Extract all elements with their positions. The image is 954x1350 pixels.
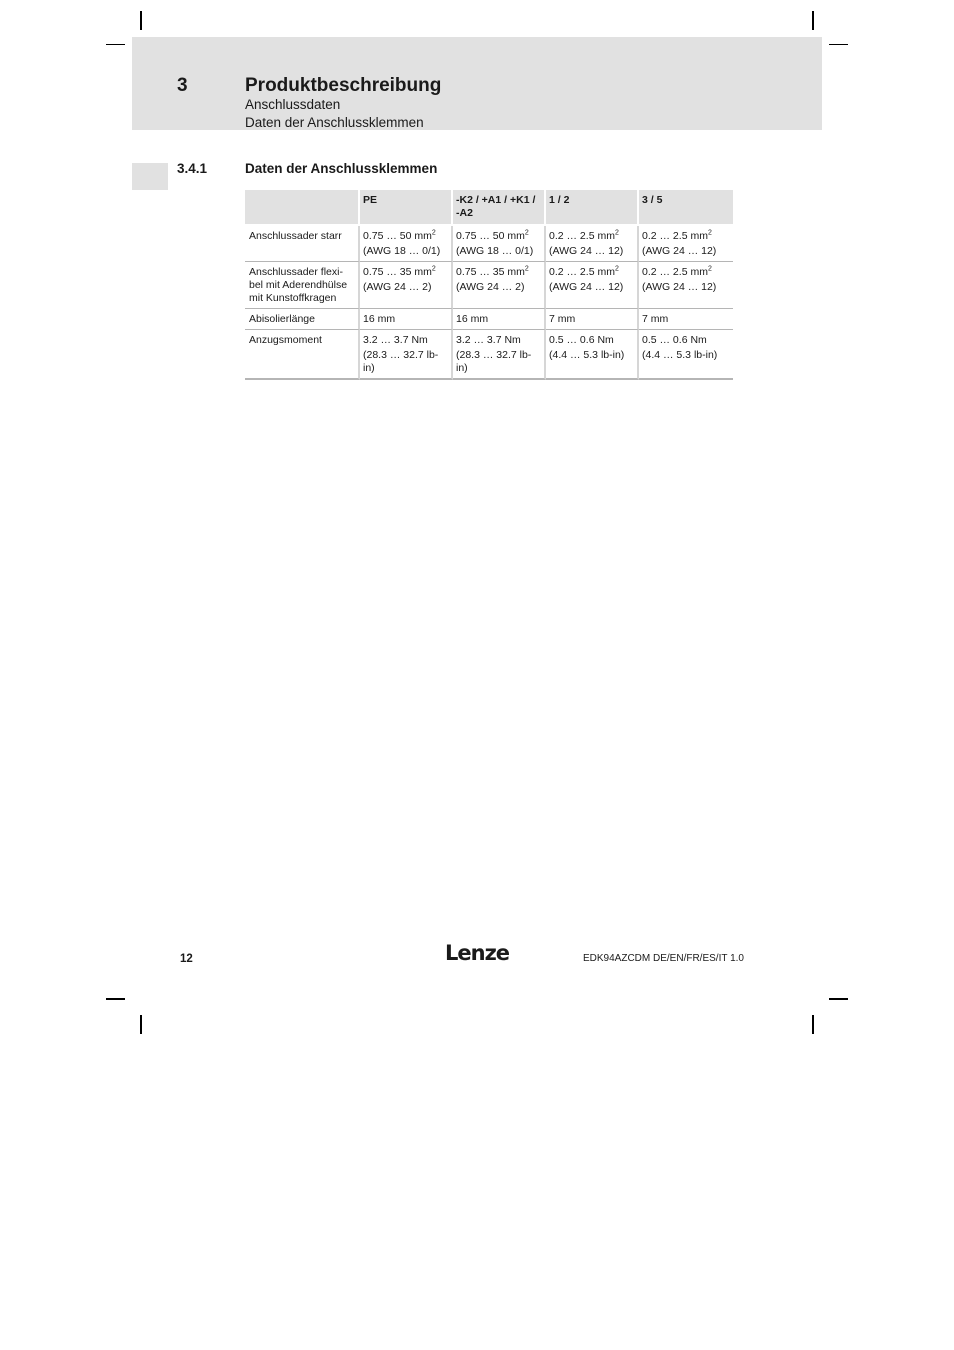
table-header-row [245, 190, 733, 226]
document-id: EDK94AZCDM DE/EN/FR/ES/IT 1.0 [583, 953, 744, 964]
table-cell: 16 mm [360, 309, 453, 330]
table-cell [546, 226, 639, 262]
table-cell [546, 262, 639, 309]
row-label: Abisolierlänge [245, 309, 360, 330]
cell-line: 0.2 … 2.5 mm [549, 266, 615, 278]
header-band [132, 37, 822, 130]
superscript: 2 [614, 265, 619, 273]
table-header-cell: 3 / 5 [639, 190, 733, 226]
crop-mark [812, 11, 814, 30]
cell-line: (AWG 18 … 0/1) [363, 245, 441, 257]
chapter-title: Produktbeschreibung [245, 75, 442, 96]
table-cell [453, 262, 546, 309]
table-cell: 16 mm [453, 309, 546, 330]
cell-line: (AWG 24 … 2) [363, 281, 432, 293]
table-row [245, 330, 733, 380]
table-cell [360, 226, 453, 262]
table-cell [360, 262, 453, 309]
crop-mark [140, 1015, 142, 1034]
cell-line: (4.4 … 5.3 lb-in) [642, 349, 718, 361]
row-label: Anzugsmoment [245, 330, 360, 380]
cell-line: 0.75 … 50 mm [456, 230, 525, 242]
table-cell [639, 330, 733, 380]
crop-mark [829, 998, 848, 1000]
terminal-data-table [245, 190, 733, 380]
table-cell [453, 226, 546, 262]
superscript: 2 [431, 229, 436, 237]
section-marker [132, 163, 168, 190]
superscript: 2 [524, 229, 529, 237]
cell-line: 3.2 … 3.7 Nm [363, 334, 428, 346]
superscript: 2 [431, 265, 436, 273]
cell-line: 0.5 … 0.6 Nm [549, 334, 614, 346]
table-header-cell [245, 190, 360, 226]
cell-line: (AWG 24 … 12) [549, 281, 624, 293]
table-header-cell: PE [360, 190, 453, 226]
table-row [245, 226, 733, 262]
table-cell [546, 330, 639, 380]
table-cell: 7 mm [546, 309, 639, 330]
section-number: 3.4.1 [177, 161, 208, 176]
superscript: 2 [614, 229, 619, 237]
cell-line: (AWG 24 … 12) [642, 281, 717, 293]
cell-line: 0.75 … 35 mm [363, 266, 432, 278]
header-subtitle-2: Daten der Anschlussklemmen [245, 115, 424, 130]
crop-mark [106, 44, 125, 45]
cell-line: 0.5 … 0.6 Nm [642, 334, 707, 346]
cell-line: 3.2 … 3.7 Nm [456, 334, 521, 346]
page-number: 12 [180, 953, 193, 965]
row-label: Anschlussader flexi-bel mit Aderendhülse mit Kunstoffkragen [245, 262, 360, 309]
superscript: 2 [524, 265, 529, 273]
header-subtitle-1: Anschlussdaten [245, 97, 341, 112]
crop-mark [829, 44, 848, 45]
cell-line: (AWG 24 … 12) [642, 245, 717, 257]
cell-line: 0.75 … 35 mm [456, 266, 525, 278]
cell-line: (AWG 18 … 0/1) [456, 245, 534, 257]
table-header-cell: 1 / 2 [546, 190, 639, 226]
crop-mark [812, 1015, 814, 1034]
table-cell [639, 226, 733, 262]
chapter-number: 3 [177, 75, 188, 96]
crop-mark [106, 998, 125, 1000]
lenze-logo: Lenze [445, 941, 510, 965]
cell-line: 0.2 … 2.5 mm [642, 266, 708, 278]
cell-line: (AWG 24 … 12) [549, 245, 624, 257]
table-header-cell: -K2 / +A1 / +K1 / -A2 [453, 190, 546, 226]
table-cell [639, 262, 733, 309]
table-cell: 7 mm [639, 309, 733, 330]
cell-line: 0.75 … 50 mm [363, 230, 432, 242]
row-label: Anschlussader starr [245, 226, 360, 262]
cell-line: (28.3 … 32.7 lb-in) [363, 349, 439, 374]
superscript: 2 [707, 229, 712, 237]
table-cell [360, 330, 453, 380]
table-cell [453, 330, 546, 380]
superscript: 2 [707, 265, 712, 273]
cell-line: 0.2 … 2.5 mm [642, 230, 708, 242]
table-row [245, 262, 733, 309]
table-row [245, 309, 733, 330]
crop-mark [140, 11, 142, 30]
cell-line: (AWG 24 … 2) [456, 281, 525, 293]
cell-line: (28.3 … 32.7 lb-in) [456, 349, 532, 374]
section-title: Daten der Anschlussklemmen [245, 161, 438, 176]
cell-line: 0.2 … 2.5 mm [549, 230, 615, 242]
cell-line: (4.4 … 5.3 lb-in) [549, 349, 625, 361]
